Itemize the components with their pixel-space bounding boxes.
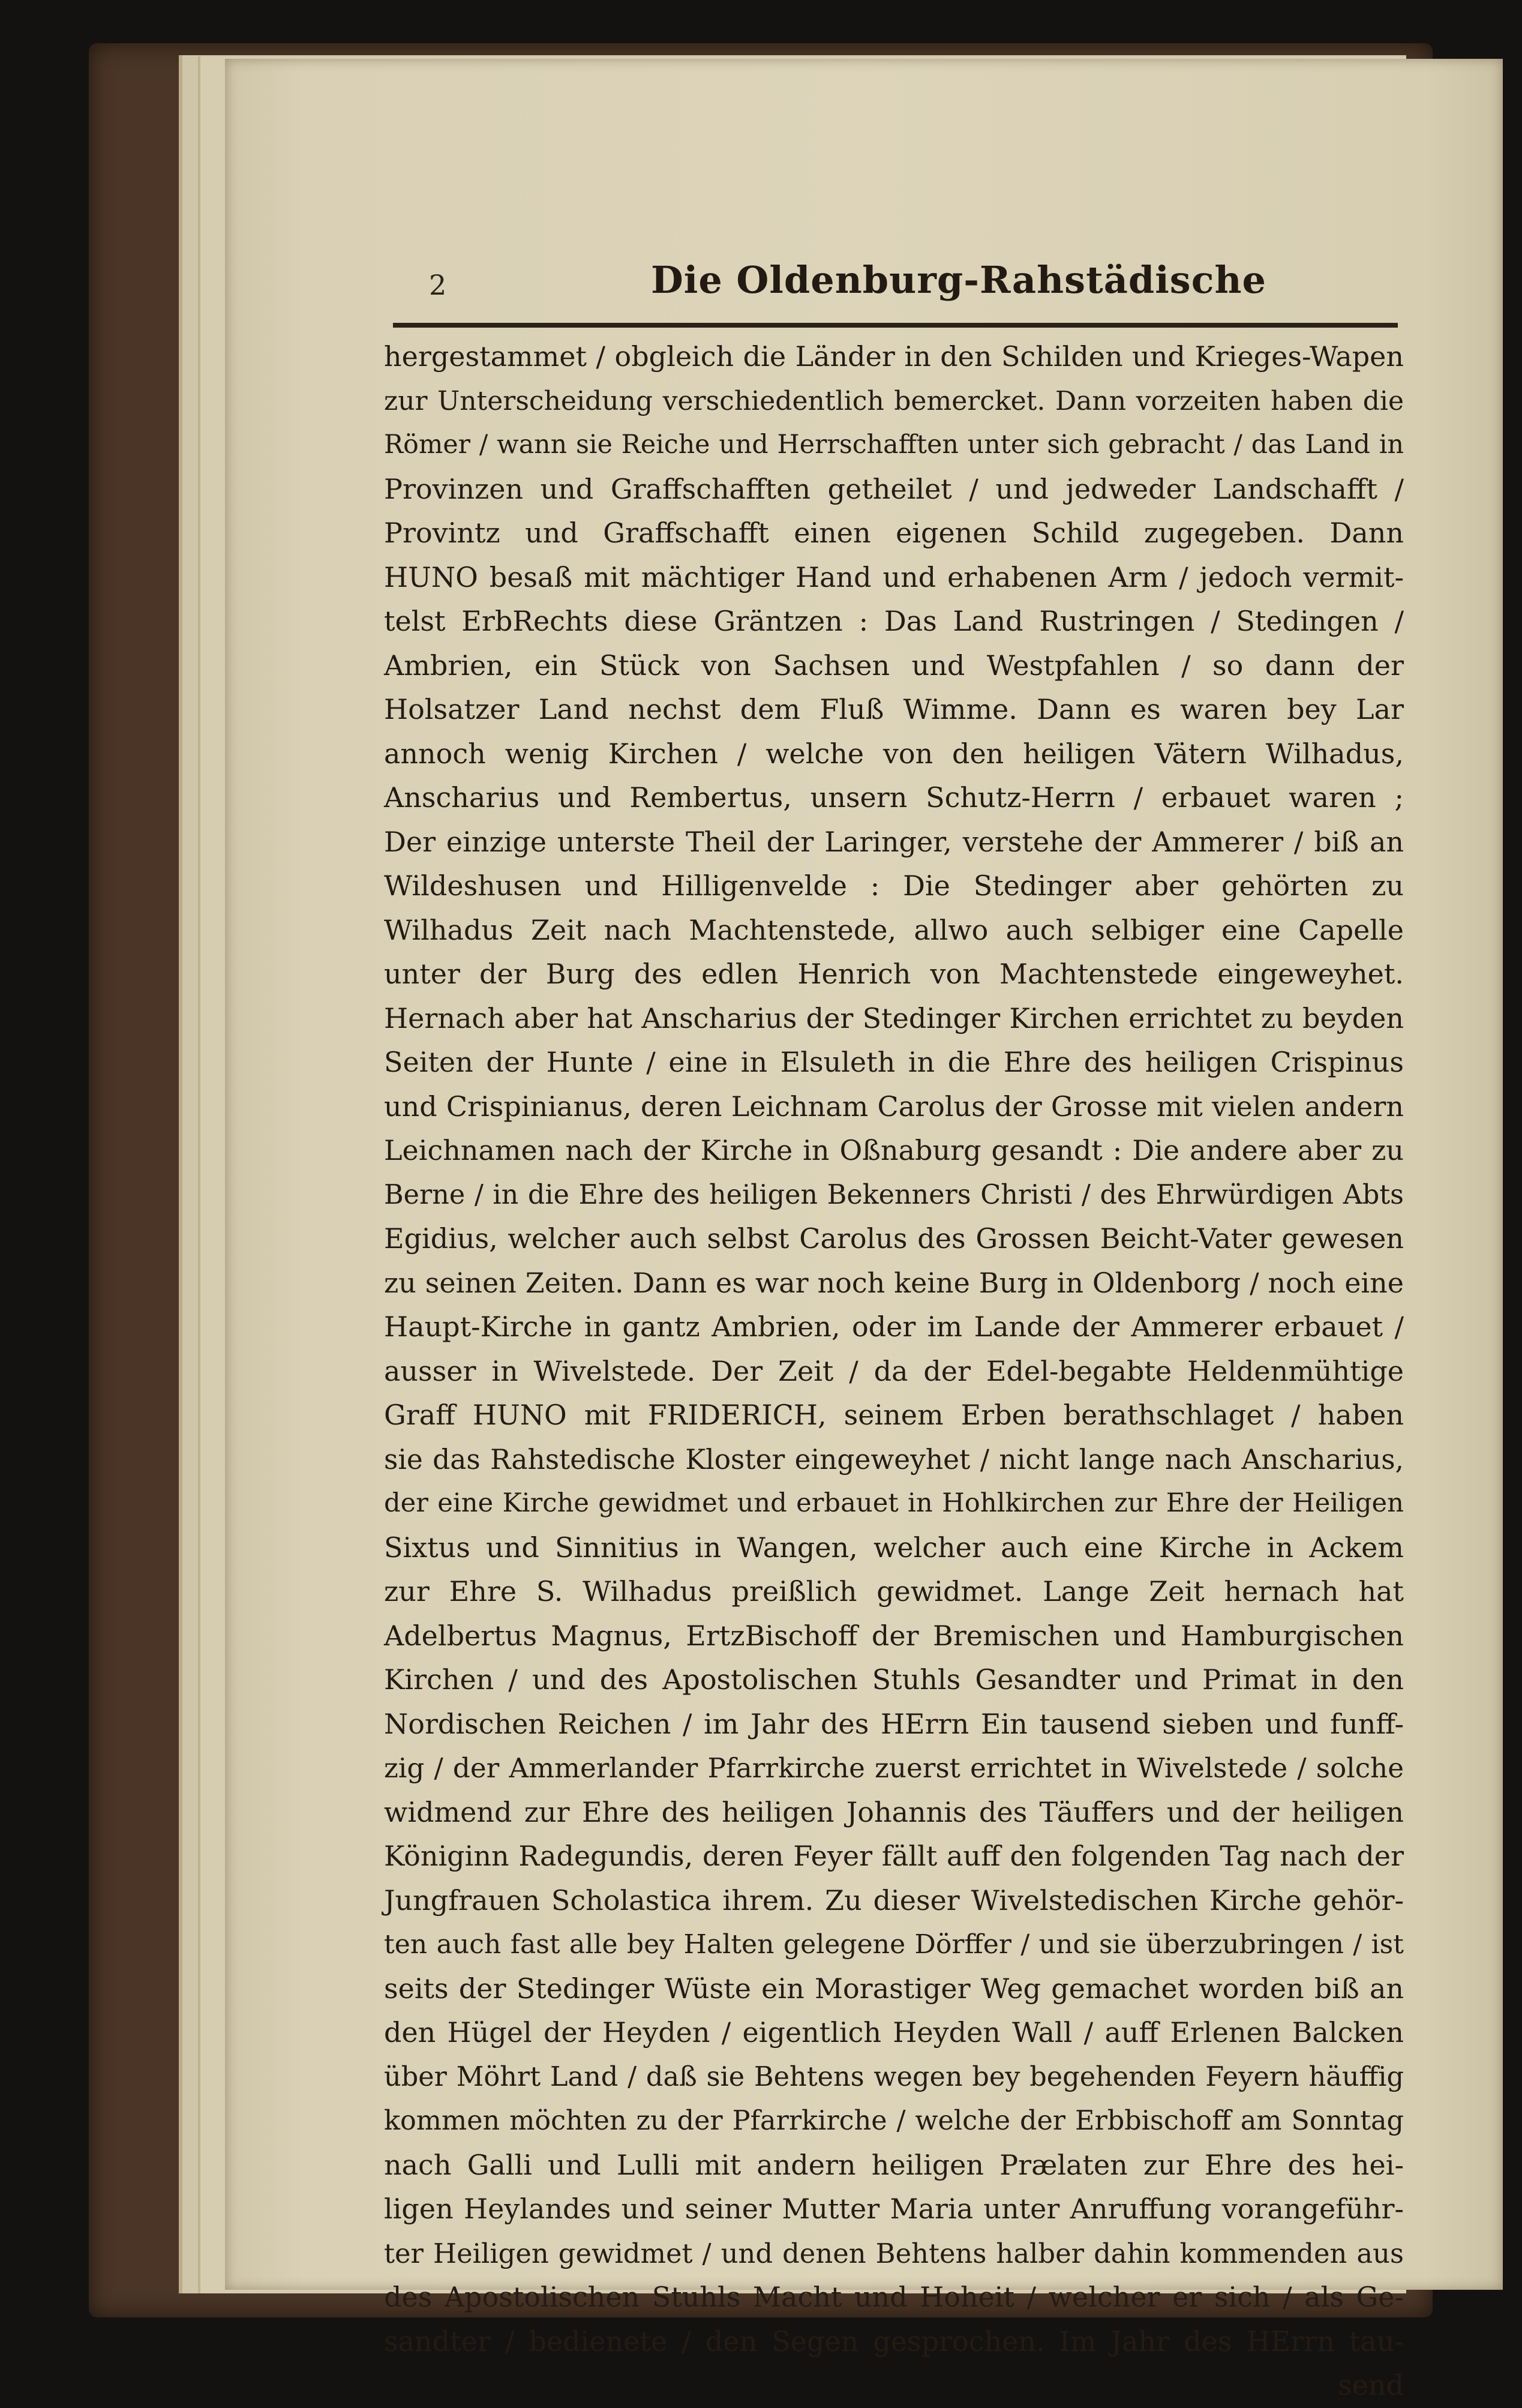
text-line: Kirchen / und des Apostolischen Stuhls Gesandter und Primat in den xyxy=(384,1663,1404,1696)
text-line: seits der Stedinger Wüste ein Morastiger Weg gemachet worden biß an xyxy=(384,1972,1404,2005)
text-line: unter der Burg des edlen Henrich von Machtenstede eingeweyhet. xyxy=(384,958,1404,990)
page-number: 2 xyxy=(429,269,447,301)
text-line: Nordischen Reichen / im Jahr des HErrn Ein tausend sieben und funff- xyxy=(384,1707,1404,1740)
text-line: nach Galli und Lulli mit andern heiligen Prælaten zur Ehre des hei- xyxy=(384,2148,1404,2181)
text-line: Leichnamen nach der Kirche in Oßnaburg gesandt : Die andere aber zu xyxy=(384,1134,1404,1166)
text-line: Egidius, welcher auch selbst Carolus des Grossen Beicht-Vater gewesen xyxy=(384,1222,1404,1255)
text-line: zig / der Ammerlander Pfarrkirche zuerst errichtet in Wivelstede / solche xyxy=(384,1752,1404,1784)
text-line: über Möhrt Land / daß sie Behtens wegen bey begehenden Feyern häuffig xyxy=(384,2061,1404,2092)
text-line: Provintz und Graffschafft einen eigenen Schild zugegeben. Dann xyxy=(384,517,1404,549)
text-line: zur Unterscheidung verschiedentlich bemercket. Dann vorzeiten haben die xyxy=(384,385,1404,416)
text-line: ligen Heylandes und seiner Mutter Maria unter Anruffung vorangeführ- xyxy=(384,2193,1404,2225)
text-line: Provinzen und Graffschafften getheilet / und jedweder Landschafft / xyxy=(384,472,1404,505)
catchword: send xyxy=(1338,2369,1404,2401)
text-line: widmend zur Ehre des heiligen Johannis des Täuffers und der heiligen xyxy=(384,1795,1404,1828)
text-line: hergestammet / obgleich die Länder in den Schilden und Krieges-Wapen xyxy=(384,340,1404,373)
text-line: Seiten der Hunte / eine in Elsuleth in die Ehre des heiligen Crispinus xyxy=(384,1046,1404,1078)
text-line: Graff HUNO mit FRIDERICH, seinem Erben berathschlaget / haben xyxy=(384,1399,1404,1431)
text-line: Wilhadus Zeit nach Machtenstede, allwo auch selbiger eine Capelle xyxy=(384,913,1404,946)
text-line: Anscharius und Rembertus, unsern Schutz-Herrn / erbauet waren ; xyxy=(384,781,1404,814)
text-line: sandter / bedienete / den Segen gesprochen. Im Jahr des HErrn tau- xyxy=(384,2325,1404,2358)
text-line: annoch wenig Kirchen / welche von den heiligen Vätern Wilhadus, xyxy=(384,737,1404,770)
text-line: des Apostolischen Stuhls Macht und Hoheit / welcher er sich / als Ge- xyxy=(384,2281,1404,2313)
text-line: HUNO besaß mit mächtiger Hand und erhabenen Arm / jedoch vermit- xyxy=(384,560,1404,593)
text-line: kommen möchten zu der Pfarrkirche / welche der Erbbischoff am Sonntag xyxy=(384,2105,1404,2136)
text-line: Ambrien, ein Stück von Sachsen und Westpfahlen / so dann der xyxy=(384,649,1404,682)
text-line: Sixtus und Sinnitius in Wangen, welcher auch eine Kirche in Ackem xyxy=(384,1531,1404,1564)
text-line: sie das Rahstedische Kloster eingeweyhet / nicht lange nach Anscharius, xyxy=(384,1443,1404,1476)
text-line: Holsatzer Land nechst dem Fluß Wimme. Dann es waren bey Lar xyxy=(384,693,1404,725)
text-line: Römer / wann sie Reiche und Herrschafften unter sich gebracht / das Land in xyxy=(384,430,1404,460)
text-line: zu seinen Zeiten. Dann es war noch keine Burg in Oldenborg / noch eine xyxy=(384,1266,1404,1299)
text-line: ausser in Wivelstede. Der Zeit / da der Edel-begabte Heldenmühtige xyxy=(384,1354,1404,1387)
text-line: Berne / in die Ehre des heiligen Bekenners Christi / des Ehrwürdigen Abts xyxy=(384,1179,1404,1210)
text-line: den Hügel der Heyden / eigentlich Heyden Wall / auff Erlenen Balcken xyxy=(384,2016,1404,2049)
text-line: telst ErbRechts diese Gräntzen : Das Land Rustringen / Stedingen / xyxy=(384,605,1404,637)
running-head: Die Oldenburg-Rahstädische xyxy=(651,258,1266,302)
body-text xyxy=(384,335,1404,2408)
text-line: Jungfrauen Scholastica ihrem. Zu dieser Wivelstedischen Kirche gehör- xyxy=(384,1884,1404,1917)
page-header xyxy=(393,258,1398,300)
text-line: Wildeshusen und Hilligenvelde : Die Stedinger aber gehörten zu xyxy=(384,869,1404,902)
text-line: Adelbertus Magnus, ErtzBischoff der Bremischen und Hamburgischen xyxy=(384,1619,1404,1652)
text-line: zur Ehre S. Wilhadus preißlich gewidmet. Lange Zeit hernach hat xyxy=(384,1575,1404,1608)
text-line: Hernach aber hat Anscharius der Stedinger Kirchen errichtet zu beyden xyxy=(384,1001,1404,1034)
text-line: Königinn Radegundis, deren Feyer fällt auff den folgenden Tag nach der xyxy=(384,1840,1404,1872)
header-rule xyxy=(393,323,1398,328)
text-line: ten auch fast alle bey Halten gelegene Dörffer / und sie überzubringen / ist xyxy=(384,1929,1404,1960)
text-line: Der einzige unterste Theil der Laringer, verstehe der Ammerer / biß an xyxy=(384,825,1404,858)
text-line: der eine Kirche gewidmet und erbauet in Hohlkirchen zur Ehre der Heiligen xyxy=(384,1488,1404,1518)
text-line: und Crispinianus, deren Leichnam Carolus der Grosse mit vielen andern xyxy=(384,1090,1404,1123)
text-line: ter Heiligen gewidmet / und denen Behtens halber dahin kommenden aus xyxy=(384,2237,1404,2269)
text-line: Haupt-Kirche in gantz Ambrien, oder im Lande der Ammerer erbauet / xyxy=(384,1311,1404,1343)
